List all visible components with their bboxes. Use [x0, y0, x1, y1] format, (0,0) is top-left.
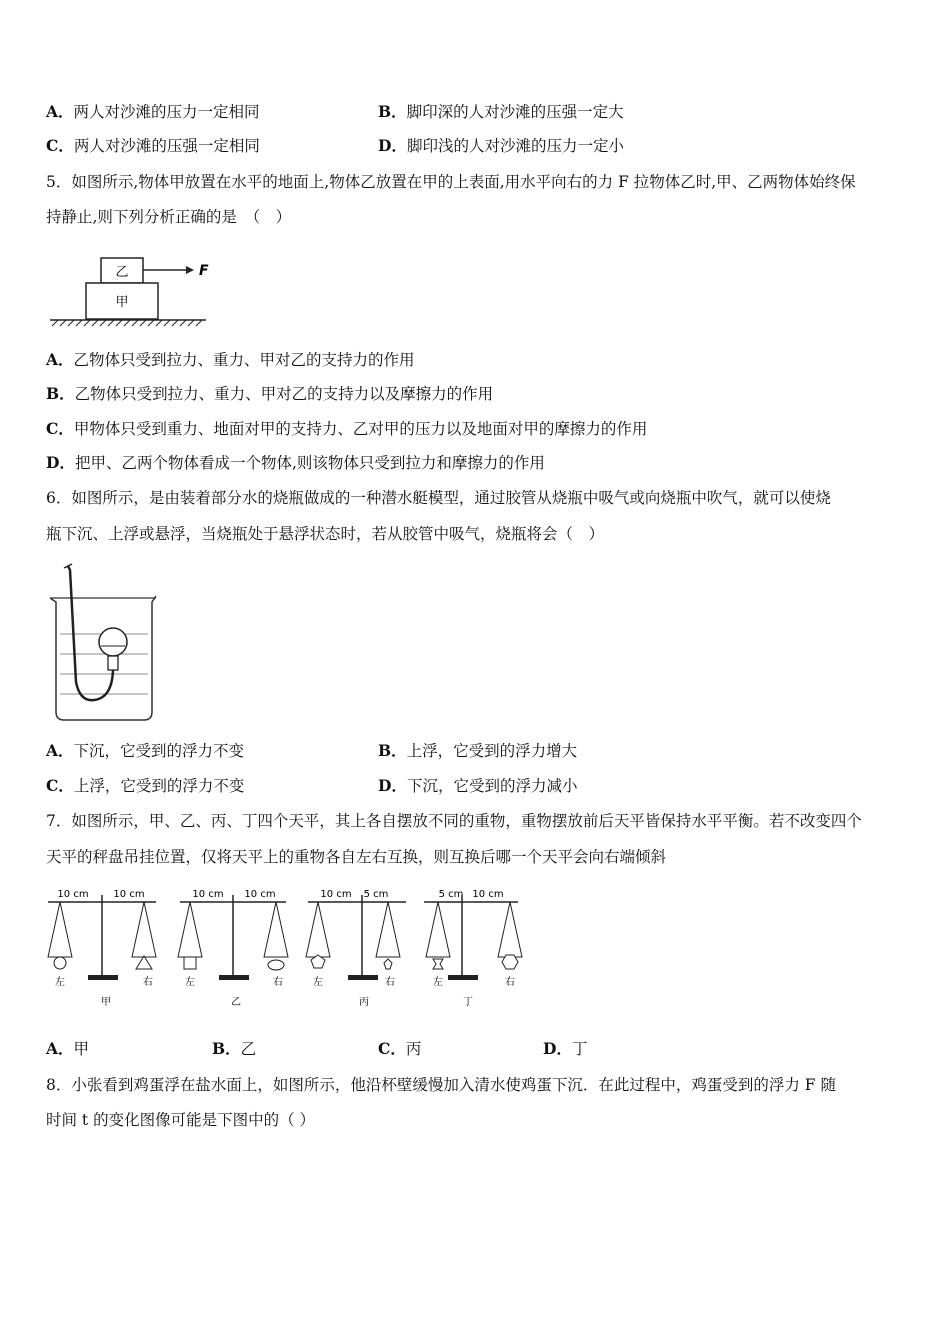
q4-option-b: B．脚印深的人对沙滩的压强一定大	[378, 102, 624, 121]
balance-jia-name: 甲	[101, 997, 111, 1008]
weight-ellipse	[268, 960, 284, 970]
balance-yi-left-label: 左	[185, 977, 195, 988]
q7-stem-line1: 7．如图所示，甲、乙、丙、丁四个天平，其上各自摆放不同的重物，重物摆放前后天平皆保持水平平衡。若不改变四个	[46, 812, 862, 830]
balance-ding-left-dist: 5 cm	[438, 889, 464, 900]
balance-bing-name: 丙	[359, 997, 369, 1008]
q5-figure-blocks	[46, 250, 216, 330]
q8-stem-line2: 时间 t 的变化图像可能是下图中的（ ）	[46, 1111, 316, 1129]
balance-bing	[306, 889, 406, 1008]
block-jia-label: 甲	[115, 295, 129, 310]
balance-jia-right-dist: 10 cm	[113, 889, 145, 900]
balance-ding	[424, 889, 522, 1008]
q8-stem-line1: 8．小张看到鸡蛋浮在盐水面上，如图所示，他沿杯壁缓慢加入清水使鸡蛋下沉．在此过程中，鸡蛋受到的浮力 F 随	[46, 1076, 836, 1094]
weight-circle	[54, 957, 66, 969]
q4-option-d: D．脚印浅的人对沙滩的压力一定小	[378, 136, 624, 155]
q5-option-d: D．把甲、乙两个物体看成一个物体,则该物体只受到拉力和摩擦力的作用	[46, 453, 545, 472]
q5-option-b: B．乙物体只受到拉力、重力、甲对乙的支持力以及摩擦力的作用	[46, 384, 494, 403]
q7-stem-line2: 天平的秤盘吊挂位置，仅将天平上的重物各自左右互换，则互换后哪一个天平会向右端倾斜	[46, 848, 667, 866]
balance-ding-left-label: 左	[433, 977, 443, 988]
weight-bowtie	[433, 959, 443, 969]
force-arrow-head	[186, 266, 194, 274]
q5-option-a: A．乙物体只受到拉力、重力、甲对乙的支持力的作用	[46, 350, 415, 369]
q7-option-a: A．甲	[46, 1039, 90, 1058]
balance-bing-right-dist: 5 cm	[363, 889, 389, 900]
q6-figure-submarine	[46, 562, 161, 727]
q7-option-c: C．丙	[378, 1039, 422, 1058]
q4-option-a: A．两人对沙滩的压力一定相同	[46, 102, 260, 121]
ground-hatching	[52, 320, 202, 326]
weight-triangle	[136, 956, 152, 969]
q5-stem-line1: 5．如图所示,物体甲放置在水平的地面上,物体乙放置在甲的上表面,用水平向右的力 F 拉物体乙时,甲、乙两物体始终保	[46, 173, 856, 191]
q6-option-c: C．上浮，它受到的浮力不变	[46, 776, 245, 795]
q6-option-d: D．下沉，它受到的浮力减小	[378, 776, 578, 795]
balance-bing-left-label: 左	[313, 977, 323, 988]
block-yi-label: 乙	[115, 265, 129, 280]
q6-stem-line1: 6．如图所示，是由装着部分水的烧瓶做成的一种潜水艇模型，通过胶管从烧瓶中吸气或向烧瓶中吹气，就可以使烧	[46, 489, 831, 507]
q7-option-b: B．乙	[212, 1039, 257, 1058]
q7-option-d: D．丁	[543, 1039, 588, 1058]
balance-yi-left-dist: 10 cm	[192, 889, 224, 900]
q4-option-c: C．两人对沙滩的压强一定相同	[46, 136, 260, 155]
balance-bing-left-dist: 10 cm	[320, 889, 352, 900]
balance-yi	[178, 889, 288, 1008]
q7-figure-balances	[40, 885, 540, 1010]
force-label: F	[199, 263, 209, 279]
beaker-outline	[50, 596, 156, 720]
balance-jia-right-label: 右	[143, 977, 153, 988]
weight-square	[184, 957, 196, 969]
q6-stem-line2: 瓶下沉、上浮或悬浮，当烧瓶处于悬浮状态时，若从胶管中吸气，烧瓶将会（ ）	[46, 525, 605, 543]
flask-bulb	[99, 628, 127, 656]
balance-yi-right-dist: 10 cm	[244, 889, 276, 900]
q6-option-b: B．上浮，它受到的浮力增大	[378, 741, 578, 760]
weight-hexagon	[502, 955, 518, 969]
balance-bing-right-label: 右	[385, 977, 395, 988]
q6-option-a: A．下沉，它受到的浮力不变	[46, 741, 245, 760]
q5-option-c: C．甲物体只受到重力、地面对甲的支持力、乙对甲的压力以及地面对甲的摩擦力的作用	[46, 419, 648, 438]
balance-ding-name: 丁	[463, 997, 473, 1008]
balance-jia-left-label: 左	[55, 977, 65, 988]
balance-yi-name: 乙	[231, 997, 241, 1008]
balance-ding-right-label: 右	[505, 977, 515, 988]
balance-jia-left-dist: 10 cm	[57, 889, 89, 900]
flask-neck	[108, 656, 118, 670]
balance-ding-right-dist: 10 cm	[472, 889, 504, 900]
balance-yi-right-label: 右	[273, 977, 283, 988]
weight-star	[384, 959, 392, 969]
balance-jia	[48, 889, 156, 1008]
q5-stem-line2: 持静止,则下列分析正确的是 （ ）	[46, 208, 292, 226]
